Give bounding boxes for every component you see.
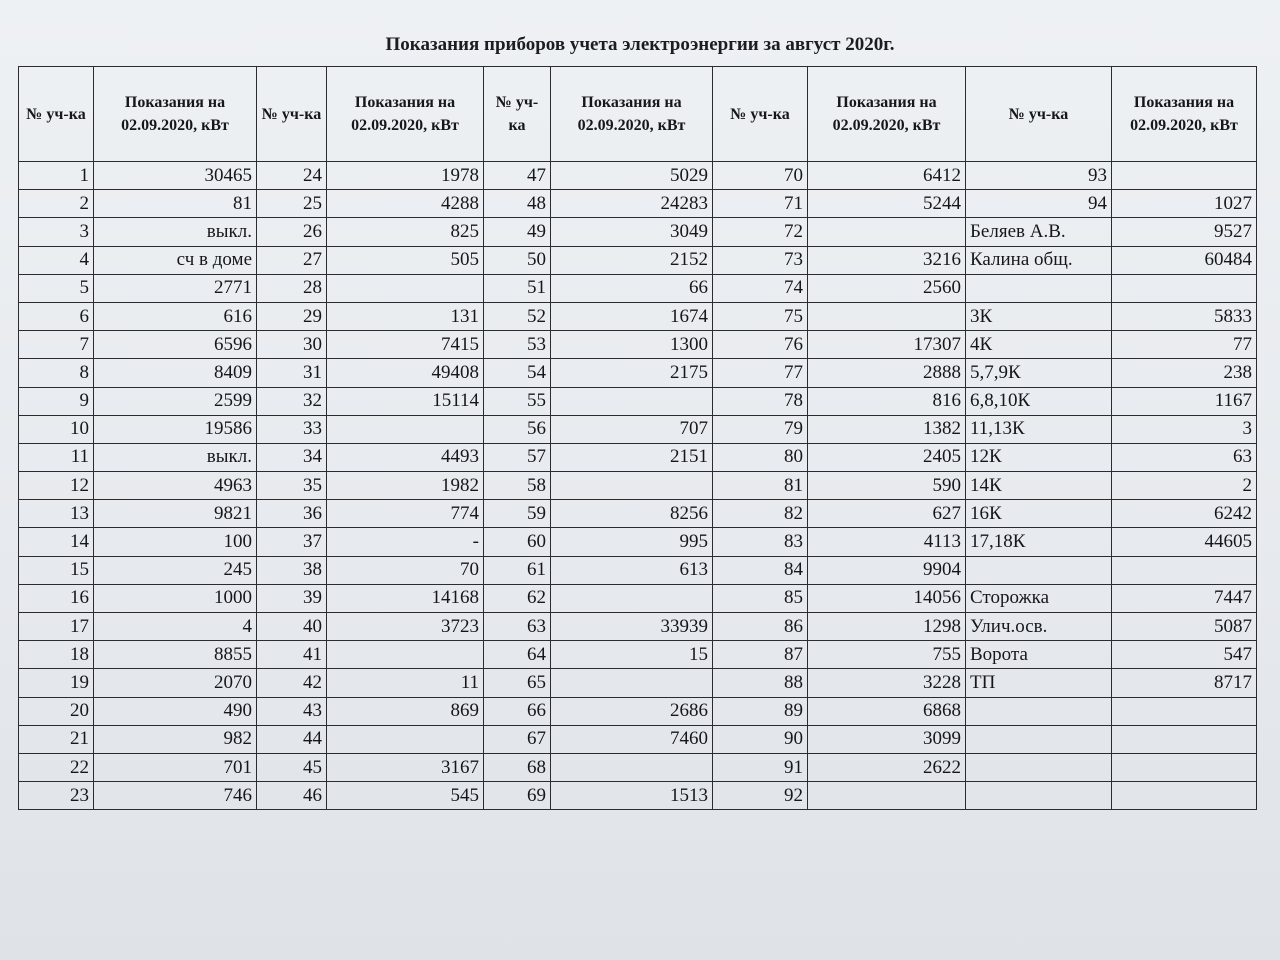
reading-value-cell: 238 — [1112, 359, 1257, 387]
plot-number-cell: 64 — [484, 641, 551, 669]
plot-number-cell: 13 — [19, 500, 94, 528]
plot-number-cell: 47 — [484, 162, 551, 190]
table-row — [19, 190, 1257, 218]
table-row — [19, 274, 1257, 302]
plot-number-cell: 74 — [713, 274, 808, 302]
plot-number-cell: 15 — [19, 556, 94, 584]
plot-number-cell: 56 — [484, 415, 551, 443]
plot-number-cell: 55 — [484, 387, 551, 415]
table-row — [19, 669, 1257, 697]
plot-number-cell — [966, 274, 1112, 302]
plot-number-cell: 91 — [713, 753, 808, 781]
reading-value-cell: 15114 — [327, 387, 484, 415]
reading-value-cell: 3167 — [327, 753, 484, 781]
col-header-plot-3: № уч-ка — [484, 67, 551, 162]
table-row — [19, 500, 1257, 528]
plot-number-cell: 51 — [484, 274, 551, 302]
table-row — [19, 556, 1257, 584]
reading-value-cell: 19586 — [94, 415, 257, 443]
reading-value-cell: 2151 — [551, 443, 713, 471]
plot-number-cell: 87 — [713, 641, 808, 669]
reading-value-cell: 81 — [94, 190, 257, 218]
reading-value-cell — [808, 782, 966, 810]
reading-value-cell — [1112, 753, 1257, 781]
reading-value-cell — [327, 274, 484, 302]
reading-value-cell — [1112, 162, 1257, 190]
reading-value-cell: 982 — [94, 725, 257, 753]
reading-value-cell: 63 — [1112, 443, 1257, 471]
reading-value-cell: 2070 — [94, 669, 257, 697]
reading-value-cell — [1112, 725, 1257, 753]
plot-number-cell: 8 — [19, 359, 94, 387]
reading-value-cell: 8717 — [1112, 669, 1257, 697]
plot-number-cell: 16К — [966, 500, 1112, 528]
plot-number-cell: 25 — [257, 190, 327, 218]
reading-value-cell: - — [327, 528, 484, 556]
plot-number-cell: 63 — [484, 613, 551, 641]
table-row — [19, 528, 1257, 556]
reading-value-cell: 3099 — [808, 725, 966, 753]
reading-value-cell: 2686 — [551, 697, 713, 725]
table-row — [19, 697, 1257, 725]
plot-number-cell: 20 — [19, 697, 94, 725]
col-header-reading-1: Показания на 02.09.2020, кВт — [94, 67, 257, 162]
reading-value-cell: 5087 — [1112, 613, 1257, 641]
table-row — [19, 782, 1257, 810]
reading-value-cell — [327, 725, 484, 753]
reading-value-cell: 3 — [1112, 415, 1257, 443]
plot-number-cell: 4К — [966, 331, 1112, 359]
table-row — [19, 387, 1257, 415]
reading-value-cell: 24283 — [551, 190, 713, 218]
reading-value-cell: 8855 — [94, 641, 257, 669]
plot-number-cell: 5,7,9К — [966, 359, 1112, 387]
plot-number-cell: 22 — [19, 753, 94, 781]
plot-number-cell: 26 — [257, 218, 327, 246]
plot-number-cell: 6,8,10К — [966, 387, 1112, 415]
plot-number-cell: 62 — [484, 584, 551, 612]
plot-number-cell: 42 — [257, 669, 327, 697]
plot-number-cell: 81 — [713, 472, 808, 500]
plot-number-cell: 46 — [257, 782, 327, 810]
document-title: Показания приборов учета электроэнергии за август 2020г. — [385, 34, 895, 55]
plot-number-cell: ТП — [966, 669, 1112, 697]
plot-number-cell: 12К — [966, 443, 1112, 471]
plot-number-cell: Сторожка — [966, 584, 1112, 612]
plot-number-cell: 88 — [713, 669, 808, 697]
table-row — [19, 725, 1257, 753]
plot-number-cell: 27 — [257, 246, 327, 274]
table-row — [19, 753, 1257, 781]
plot-number-cell: 9 — [19, 387, 94, 415]
reading-value-cell: 774 — [327, 500, 484, 528]
plot-number-cell: 21 — [19, 725, 94, 753]
reading-value-cell: 825 — [327, 218, 484, 246]
plot-number-cell: Калина общ. — [966, 246, 1112, 274]
plot-number-cell: 31 — [257, 359, 327, 387]
plot-number-cell: 11,13К — [966, 415, 1112, 443]
reading-value-cell — [551, 387, 713, 415]
table-row — [19, 218, 1257, 246]
reading-value-cell: 1000 — [94, 584, 257, 612]
plot-number-cell: 72 — [713, 218, 808, 246]
plot-number-cell — [966, 725, 1112, 753]
reading-value-cell: 5833 — [1112, 302, 1257, 330]
plot-number-cell: 50 — [484, 246, 551, 274]
plot-number-cell: 16 — [19, 584, 94, 612]
plot-number-cell: 19 — [19, 669, 94, 697]
reading-value-cell — [808, 218, 966, 246]
table-row — [19, 641, 1257, 669]
col-header-reading-3: Показания на 02.09.2020, кВт — [551, 67, 713, 162]
reading-value-cell: 11 — [327, 669, 484, 697]
reading-value-cell: 1382 — [808, 415, 966, 443]
plot-number-cell: 78 — [713, 387, 808, 415]
plot-number-cell: 12 — [19, 472, 94, 500]
table-body — [19, 162, 1257, 810]
plot-number-cell: 90 — [713, 725, 808, 753]
plot-number-cell: 6 — [19, 302, 94, 330]
reading-value-cell: 816 — [808, 387, 966, 415]
plot-number-cell: 61 — [484, 556, 551, 584]
reading-value-cell: 4113 — [808, 528, 966, 556]
reading-value-cell: сч в доме — [94, 246, 257, 274]
reading-value-cell: 2405 — [808, 443, 966, 471]
reading-value-cell: 7447 — [1112, 584, 1257, 612]
table-row — [19, 359, 1257, 387]
reading-value-cell: 995 — [551, 528, 713, 556]
plot-number-cell: Беляев А.В. — [966, 218, 1112, 246]
plot-number-cell: 71 — [713, 190, 808, 218]
plot-number-cell — [966, 556, 1112, 584]
plot-number-cell: 3 — [19, 218, 94, 246]
reading-value-cell: 1167 — [1112, 387, 1257, 415]
plot-number-cell: 28 — [257, 274, 327, 302]
table-row — [19, 584, 1257, 612]
plot-number-cell: 23 — [19, 782, 94, 810]
reading-value-cell: 5244 — [808, 190, 966, 218]
plot-number-cell: 59 — [484, 500, 551, 528]
reading-value-cell: 755 — [808, 641, 966, 669]
reading-value-cell: 616 — [94, 302, 257, 330]
reading-value-cell: 545 — [327, 782, 484, 810]
plot-number-cell: 44 — [257, 725, 327, 753]
reading-value-cell — [1112, 274, 1257, 302]
reading-value-cell: 77 — [1112, 331, 1257, 359]
plot-number-cell: Ворота — [966, 641, 1112, 669]
reading-value-cell: 131 — [327, 302, 484, 330]
reading-value-cell: 547 — [1112, 641, 1257, 669]
plot-number-cell: 53 — [484, 331, 551, 359]
plot-number-cell: 80 — [713, 443, 808, 471]
reading-value-cell: 869 — [327, 697, 484, 725]
reading-value-cell: 3049 — [551, 218, 713, 246]
table-row — [19, 472, 1257, 500]
plot-number-cell: 33 — [257, 415, 327, 443]
table-row — [19, 162, 1257, 190]
reading-value-cell — [1112, 697, 1257, 725]
plot-number-cell: 75 — [713, 302, 808, 330]
plot-number-cell: 82 — [713, 500, 808, 528]
plot-number-cell: 49 — [484, 218, 551, 246]
plot-number-cell: 58 — [484, 472, 551, 500]
reading-value-cell — [551, 584, 713, 612]
plot-number-cell: 92 — [713, 782, 808, 810]
header-row — [19, 67, 1257, 162]
reading-value-cell: 4493 — [327, 443, 484, 471]
plot-number-cell: 11 — [19, 443, 94, 471]
reading-value-cell: 6868 — [808, 697, 966, 725]
reading-value-cell: 1298 — [808, 613, 966, 641]
plot-number-cell: 40 — [257, 613, 327, 641]
table-row — [19, 415, 1257, 443]
reading-value-cell: 2175 — [551, 359, 713, 387]
reading-value-cell: 2622 — [808, 753, 966, 781]
col-header-plot-5: № уч-ка — [966, 67, 1112, 162]
table-row — [19, 331, 1257, 359]
plot-number-cell: 84 — [713, 556, 808, 584]
plot-number-cell: 66 — [484, 697, 551, 725]
plot-number-cell: 45 — [257, 753, 327, 781]
plot-number-cell: 73 — [713, 246, 808, 274]
reading-value-cell: 44605 — [1112, 528, 1257, 556]
plot-number-cell: 32 — [257, 387, 327, 415]
reading-value-cell: выкл. — [94, 443, 257, 471]
reading-value-cell: 2599 — [94, 387, 257, 415]
plot-number-cell: 36 — [257, 500, 327, 528]
reading-value-cell: 3216 — [808, 246, 966, 274]
col-header-plot-4: № уч-ка — [713, 67, 808, 162]
reading-value-cell: 2888 — [808, 359, 966, 387]
plot-number-cell — [966, 782, 1112, 810]
col-header-reading-4: Показания на 02.09.2020, кВт — [808, 67, 966, 162]
plot-number-cell: 14 — [19, 528, 94, 556]
reading-value-cell — [551, 472, 713, 500]
plot-number-cell: 85 — [713, 584, 808, 612]
reading-value-cell: 8256 — [551, 500, 713, 528]
reading-value-cell: выкл. — [94, 218, 257, 246]
reading-value-cell: 7415 — [327, 331, 484, 359]
reading-value-cell: 245 — [94, 556, 257, 584]
reading-value-cell: 4963 — [94, 472, 257, 500]
reading-value-cell: 70 — [327, 556, 484, 584]
reading-value-cell: 707 — [551, 415, 713, 443]
reading-value-cell — [551, 753, 713, 781]
reading-value-cell: 490 — [94, 697, 257, 725]
reading-value-cell — [551, 669, 713, 697]
plot-number-cell: 54 — [484, 359, 551, 387]
plot-number-cell: 14К — [966, 472, 1112, 500]
reading-value-cell: 33939 — [551, 613, 713, 641]
reading-value-cell: 6596 — [94, 331, 257, 359]
plot-number-cell: 89 — [713, 697, 808, 725]
plot-number-cell: 41 — [257, 641, 327, 669]
plot-number-cell: 1 — [19, 162, 94, 190]
plot-number-cell: 18 — [19, 641, 94, 669]
reading-value-cell: 66 — [551, 274, 713, 302]
plot-number-cell: 35 — [257, 472, 327, 500]
reading-value-cell: 8409 — [94, 359, 257, 387]
reading-value-cell — [808, 302, 966, 330]
table-row — [19, 613, 1257, 641]
plot-number-cell: 60 — [484, 528, 551, 556]
reading-value-cell: 15 — [551, 641, 713, 669]
reading-value-cell: 14056 — [808, 584, 966, 612]
table-row — [19, 443, 1257, 471]
reading-value-cell: 14168 — [327, 584, 484, 612]
col-header-reading-2: Показания на 02.09.2020, кВт — [327, 67, 484, 162]
reading-value-cell: 701 — [94, 753, 257, 781]
reading-value-cell: 6412 — [808, 162, 966, 190]
plot-number-cell: 10 — [19, 415, 94, 443]
plot-number-cell: 86 — [713, 613, 808, 641]
plot-number-cell: 57 — [484, 443, 551, 471]
reading-value-cell: 30465 — [94, 162, 257, 190]
plot-number-cell: 30 — [257, 331, 327, 359]
plot-number-cell: 24 — [257, 162, 327, 190]
col-header-plot-1: № уч-ка — [19, 67, 94, 162]
plot-number-cell: 39 — [257, 584, 327, 612]
reading-value-cell: 590 — [808, 472, 966, 500]
plot-number-cell — [966, 697, 1112, 725]
plot-number-cell: 38 — [257, 556, 327, 584]
col-header-plot-2: № уч-ка — [257, 67, 327, 162]
plot-number-cell: 83 — [713, 528, 808, 556]
reading-value-cell: 613 — [551, 556, 713, 584]
reading-value-cell: 9527 — [1112, 218, 1257, 246]
reading-value-cell: 9904 — [808, 556, 966, 584]
reading-value-cell: 1513 — [551, 782, 713, 810]
reading-value-cell: 49408 — [327, 359, 484, 387]
plot-number-cell: 34 — [257, 443, 327, 471]
reading-value-cell: 1674 — [551, 302, 713, 330]
reading-value-cell: 2152 — [551, 246, 713, 274]
plot-number-cell: 93 — [966, 162, 1112, 190]
plot-number-cell: 17,18К — [966, 528, 1112, 556]
reading-value-cell: 17307 — [808, 331, 966, 359]
plot-number-cell: 17 — [19, 613, 94, 641]
plot-number-cell: 29 — [257, 302, 327, 330]
reading-value-cell: 4 — [94, 613, 257, 641]
col-header-reading-5: Показания на 02.09.2020, кВт — [1112, 67, 1257, 162]
reading-value-cell: 2771 — [94, 274, 257, 302]
plot-number-cell: 7 — [19, 331, 94, 359]
reading-value-cell: 1978 — [327, 162, 484, 190]
reading-value-cell: 3723 — [327, 613, 484, 641]
plot-number-cell — [966, 753, 1112, 781]
plot-number-cell: 94 — [966, 190, 1112, 218]
plot-number-cell: 43 — [257, 697, 327, 725]
reading-value-cell — [327, 641, 484, 669]
plot-number-cell: 5 — [19, 274, 94, 302]
reading-value-cell: 505 — [327, 246, 484, 274]
reading-value-cell: 5029 — [551, 162, 713, 190]
reading-value-cell: 60484 — [1112, 246, 1257, 274]
plot-number-cell: 4 — [19, 246, 94, 274]
plot-number-cell: 3К — [966, 302, 1112, 330]
reading-value-cell — [1112, 782, 1257, 810]
reading-value-cell: 7460 — [551, 725, 713, 753]
reading-value-cell: 1982 — [327, 472, 484, 500]
reading-value-cell — [327, 415, 484, 443]
plot-number-cell: 48 — [484, 190, 551, 218]
reading-value-cell — [1112, 556, 1257, 584]
reading-value-cell: 4288 — [327, 190, 484, 218]
plot-number-cell: 67 — [484, 725, 551, 753]
reading-value-cell: 1300 — [551, 331, 713, 359]
reading-value-cell: 9821 — [94, 500, 257, 528]
reading-value-cell: 3228 — [808, 669, 966, 697]
reading-value-cell: 1027 — [1112, 190, 1257, 218]
plot-number-cell: 37 — [257, 528, 327, 556]
plot-number-cell: Улич.осв. — [966, 613, 1112, 641]
readings-table — [18, 66, 1257, 810]
plot-number-cell: 76 — [713, 331, 808, 359]
reading-value-cell: 100 — [94, 528, 257, 556]
table-row — [19, 246, 1257, 274]
reading-value-cell: 2560 — [808, 274, 966, 302]
plot-number-cell: 70 — [713, 162, 808, 190]
reading-value-cell: 6242 — [1112, 500, 1257, 528]
reading-value-cell: 2 — [1112, 472, 1257, 500]
plot-number-cell: 77 — [713, 359, 808, 387]
plot-number-cell: 65 — [484, 669, 551, 697]
reading-value-cell: 627 — [808, 500, 966, 528]
plot-number-cell: 68 — [484, 753, 551, 781]
plot-number-cell: 79 — [713, 415, 808, 443]
table-row — [19, 302, 1257, 330]
plot-number-cell: 2 — [19, 190, 94, 218]
plot-number-cell: 69 — [484, 782, 551, 810]
reading-value-cell: 746 — [94, 782, 257, 810]
plot-number-cell: 52 — [484, 302, 551, 330]
